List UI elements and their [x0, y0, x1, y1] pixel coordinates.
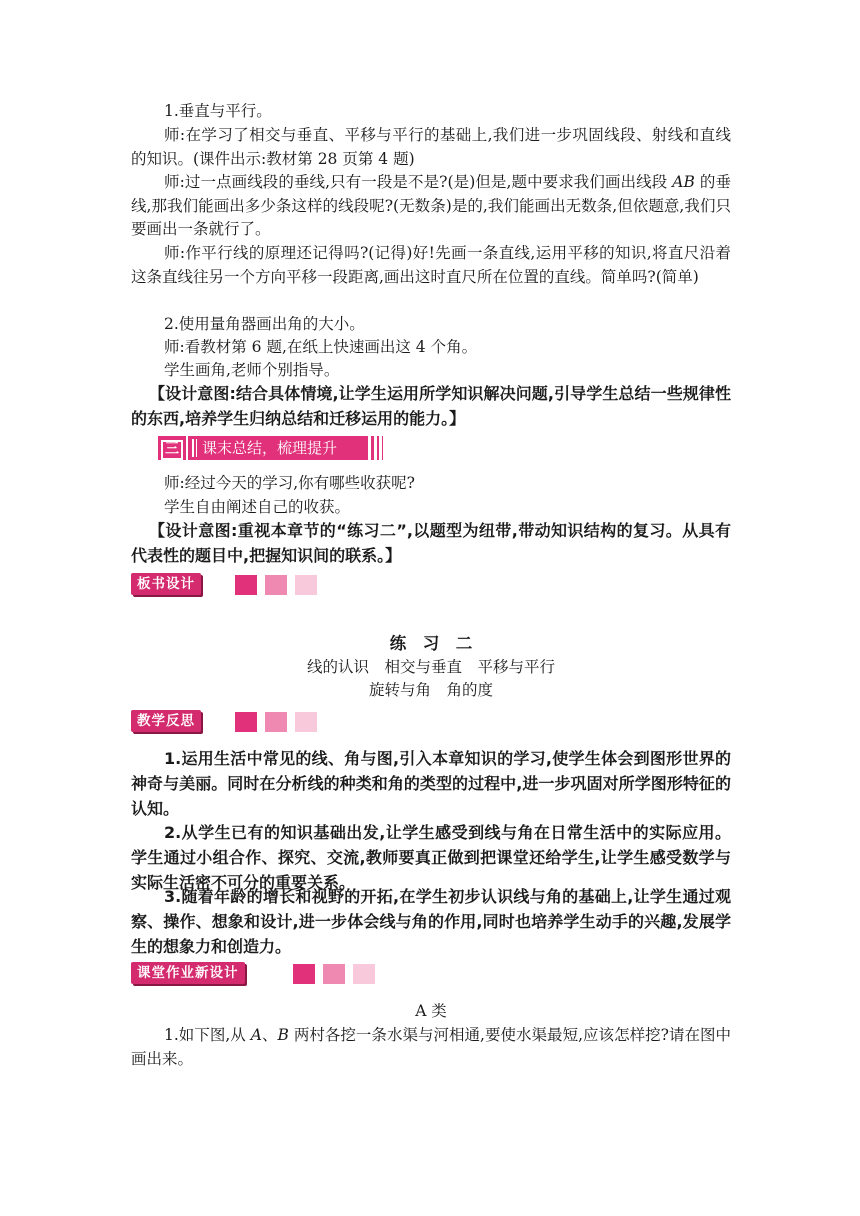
heading-homework-design [131, 962, 381, 984]
heading-label: 教学反思 [131, 710, 201, 732]
paragraph-teacher-question: 师:经过今天的学习,你有哪些收获呢? [164, 474, 415, 492]
banner-stripe [382, 436, 383, 460]
decor-square [235, 712, 257, 732]
decor-square [293, 964, 315, 984]
banner-stripe [371, 436, 374, 460]
banner-stripe [377, 436, 379, 460]
design-intent-2: 【设计意图:重视本章节的“练习二”,以题型为纽带,带动知识结构的复习。从具有代表性的题目中,把握知识间的联系。】 [131, 521, 731, 565]
category-a-label: A 类 [415, 1002, 447, 1020]
reflection-point-2: 2.从学生已有的知识基础出发,让学生感受到线与角在日常生活中的实际应用。学生通过小组合作、探究、交流,教师要真正做到把课堂还给学生,让学生感受数学与实际生活密不可分的重要关系。 [131, 823, 731, 892]
paragraph-parallel-line: 师:作平行线的原理还记得吗?(记得)好!先画一条直线,运用平移的知识,将直尺沿着这条直线往另一个方向平移一段距离,画出这时直尺所在位置的直线。简单吗?(简单) [131, 244, 731, 286]
design-intent-1: 【设计意图:结合具体情境,让学生运用所学知识解决问题,引导学生总结一些规律性的东西,培养学生归纳总结和迁移运用的能力。】 [131, 384, 731, 428]
decor-square [295, 575, 317, 595]
paragraph-student-drawing: 学生画角,老师个别指导。 [164, 361, 340, 379]
paragraph-perpendicular-line: 师:过一点画线段的垂线,只有一段是不是?(是)但是,题中要求我们画出线段 AB 的垂线,那我们能画出多少条这样的线段呢?(无数条)是的,我们能画出无数条,但依题意,我们只要画出一条就行了。 [131, 173, 731, 238]
paragraph-student-answer: 学生自由阐述自己的收获。 [164, 498, 351, 516]
reflection-point-1: 1.运用生活中常见的线、角与图,引入本章知识的学习,使学生体会到图形世界的神奇与美丽。同时在分析线的种类和角的类型的过程中,进一步巩固对所学图形特征的认知。 [131, 749, 731, 818]
heading-label: 课堂作业新设计 [131, 962, 245, 984]
section-title: 课末总结，梳理提升 [188, 436, 368, 460]
heading-label: 板书设计 [131, 573, 201, 595]
question-1: 1.如下图,从 A、B 两村各挖一条水渠与河相通,要使水渠最短,应该怎样挖?请在图中画出来。 [131, 1026, 731, 1068]
decor-square [295, 712, 317, 732]
heading-board-design [131, 573, 321, 595]
decor-square [265, 712, 287, 732]
board-line-2: 旋转与角 角的度 [368, 681, 493, 699]
section-banner-summary [158, 436, 400, 460]
paragraph-teacher-intro: 师:在学习了相交与垂直、平移与平行的基础上,我们进一步巩固线段、射线和直线的知识。(课件出示:教材第 28 页第 4 题) [131, 126, 731, 168]
decor-square [323, 964, 345, 984]
board-title: 练 习 二 [389, 634, 473, 653]
paragraph-textbook-task: 师:看教材第 6 题,在纸上快速画出这 4 个角。 [164, 338, 478, 356]
segment-ab-label: AB [672, 173, 695, 191]
paragraph-protractor: 2.使用量角器画出角的大小。 [164, 315, 365, 333]
decor-square [265, 575, 287, 595]
decor-square [235, 575, 257, 595]
reflection-point-3: 3.随着年龄的增长和视野的开拓,在学生初步认识线与角的基础上,让学生通过观察、操作、想象和设计,进一步体会线与角的作用,同时也培养学生动手的兴趣,发展学生的想象力和创造力。 [131, 887, 731, 956]
decor-square [353, 964, 375, 984]
board-line-1: 线的认识 相交与垂直 平移与平行 [306, 658, 555, 676]
section-number: 三 [158, 436, 186, 460]
village-b-label: B [277, 1026, 289, 1044]
paragraph-perpendicular-parallel: 1.垂直与平行。 [164, 102, 272, 120]
village-a-label: A [250, 1026, 262, 1044]
heading-teaching-reflection [131, 710, 321, 732]
